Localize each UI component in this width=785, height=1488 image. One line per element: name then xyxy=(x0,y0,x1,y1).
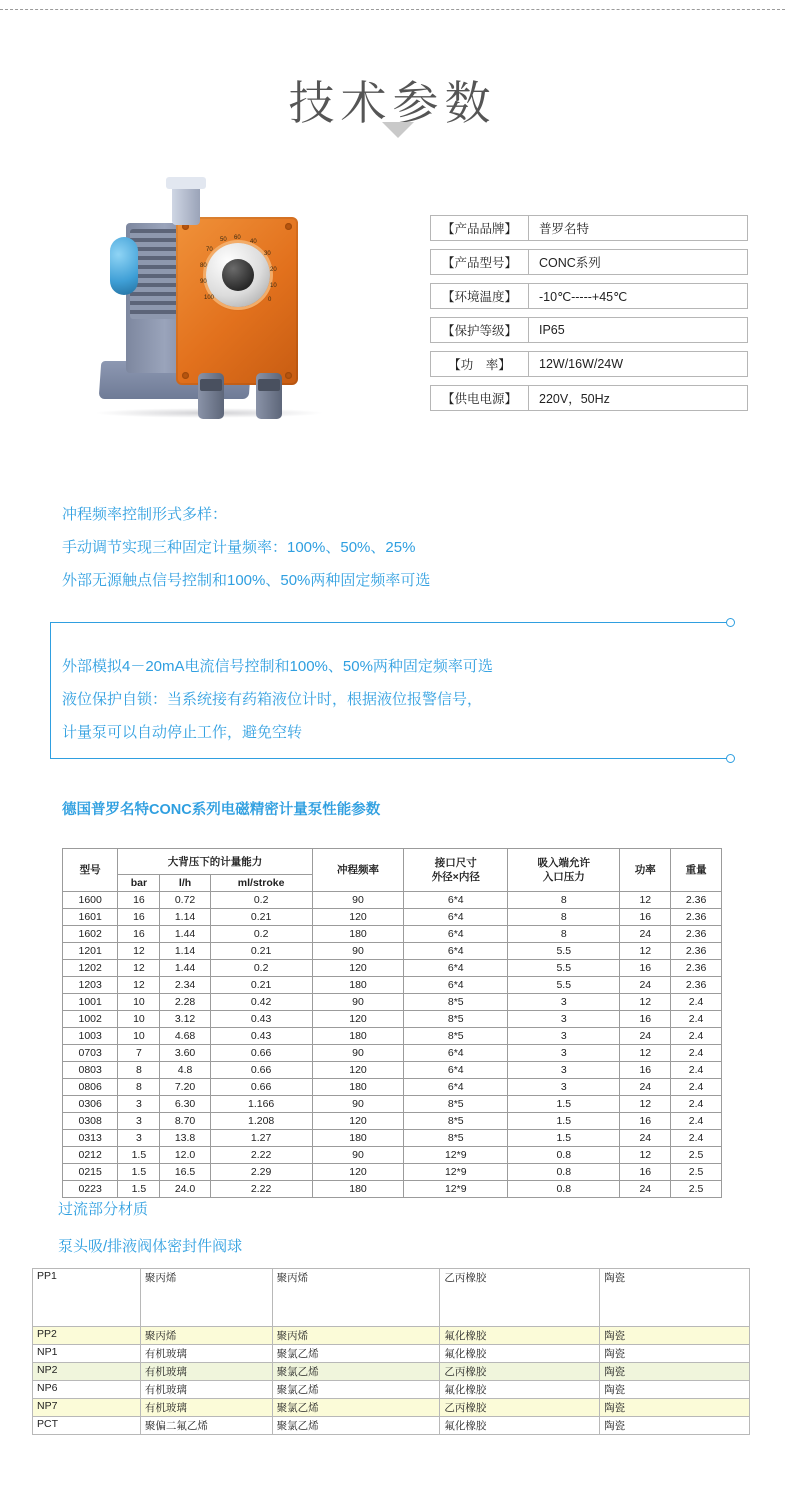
dial-tick-50: 50 xyxy=(220,237,227,243)
dial-tick-20: 20 xyxy=(270,267,277,273)
spec-key-supply: 【供电电源】 xyxy=(431,386,529,410)
cell-seal: 乙丙橡胶 xyxy=(440,1269,600,1327)
cell-weight: 2.5 xyxy=(671,1181,722,1198)
cell-power: 16 xyxy=(620,909,671,926)
cell-port: 8*5 xyxy=(404,1130,508,1147)
cell-seal: 氟化橡胶 xyxy=(440,1327,600,1345)
cell-port: 8*5 xyxy=(404,1028,508,1045)
cell-strokes: 120 xyxy=(312,909,404,926)
cell-model: 1201 xyxy=(63,943,118,960)
cell-lph: 4.8 xyxy=(160,1062,210,1079)
dial-tick-80: 80 xyxy=(200,263,207,269)
cell-lph: 2.34 xyxy=(160,977,210,994)
cell-seal: 乙丙橡胶 xyxy=(440,1363,600,1381)
cell-weight: 2.4 xyxy=(671,1113,722,1130)
cell-model: 0212 xyxy=(63,1147,118,1164)
cell-weight: 2.36 xyxy=(671,909,722,926)
cell-power: 24 xyxy=(620,1130,671,1147)
cell-strokes: 180 xyxy=(312,1079,404,1096)
cell-pump-head: 有机玻璃 xyxy=(140,1363,272,1381)
table-row xyxy=(33,1269,750,1327)
cell-weight: 2.5 xyxy=(671,1147,722,1164)
cell-mlstroke: 0.66 xyxy=(210,1079,312,1096)
perf-header-model: 型号 xyxy=(63,849,118,892)
cell-material-code: PP1 xyxy=(33,1269,141,1327)
cell-suction: 5.5 xyxy=(508,943,620,960)
cell-suction: 5.5 xyxy=(508,977,620,994)
cell-suction: 0.8 xyxy=(508,1164,620,1181)
cell-material-code: PP2 xyxy=(33,1327,141,1345)
table-row xyxy=(63,1096,722,1113)
cell-suction: 3 xyxy=(508,1011,620,1028)
table-row xyxy=(63,1181,722,1198)
cell-mlstroke: 1.27 xyxy=(210,1130,312,1147)
cell-weight: 2.36 xyxy=(671,977,722,994)
feature-block-1 xyxy=(62,498,742,597)
spec-key-protection: 【保护等级】 xyxy=(431,318,529,342)
cell-suction: 1.5 xyxy=(508,1113,620,1130)
dial-tick-0: 0 xyxy=(268,297,272,303)
cell-material-code: NP2 xyxy=(33,1363,141,1381)
table-row xyxy=(63,892,722,909)
spec-row-temperature xyxy=(430,283,748,309)
cell-lph: 7.20 xyxy=(160,1079,210,1096)
cell-mlstroke: 0.21 xyxy=(210,909,312,926)
cell-port: 8*5 xyxy=(404,1113,508,1130)
cell-mlstroke: 2.29 xyxy=(210,1164,312,1181)
cell-model: 1601 xyxy=(63,909,118,926)
table-row xyxy=(33,1327,750,1345)
spec-key-temperature: 【环境温度】 xyxy=(431,284,529,308)
cell-weight: 2.4 xyxy=(671,1011,722,1028)
cell-bar: 16 xyxy=(118,892,160,909)
cell-strokes: 90 xyxy=(312,943,404,960)
table-row xyxy=(33,1417,750,1435)
cell-lph: 1.44 xyxy=(160,960,210,977)
cell-weight: 2.4 xyxy=(671,1062,722,1079)
cell-ball: 陶瓷 xyxy=(600,1417,750,1435)
cell-valve-body: 聚氯乙烯 xyxy=(272,1381,440,1399)
pump-top-cap xyxy=(172,185,200,225)
cell-lph: 1.14 xyxy=(160,943,210,960)
table-row xyxy=(63,926,722,943)
pump-discharge-valve xyxy=(256,373,282,419)
pump-blue-knob xyxy=(110,237,138,295)
cell-ball: 陶瓷 xyxy=(600,1345,750,1363)
cell-weight: 2.4 xyxy=(671,1045,722,1062)
perf-unit-bar: bar xyxy=(118,875,160,892)
cell-model: 1602 xyxy=(63,926,118,943)
cell-strokes: 120 xyxy=(312,1062,404,1079)
spec-value-temperature: -10℃-----+45℃ xyxy=(539,289,628,304)
cell-port: 6*4 xyxy=(404,926,508,943)
cell-mlstroke: 0.2 xyxy=(210,892,312,909)
cell-lph: 12.0 xyxy=(160,1147,210,1164)
cell-ball: 陶瓷 xyxy=(600,1327,750,1345)
dial-tick-40: 40 xyxy=(250,239,257,245)
performance-table-title: 德国普罗名特CONC系列电磁精密计量泵性能参数 xyxy=(62,802,381,818)
cell-mlstroke: 0.66 xyxy=(210,1062,312,1079)
cell-mlstroke: 0.21 xyxy=(210,943,312,960)
spec-row-power xyxy=(430,351,748,377)
cell-pump-head: 有机玻璃 xyxy=(140,1381,272,1399)
spec-key-brand: 【产品品牌】 xyxy=(431,216,529,240)
spec-value-brand: 普罗名特 xyxy=(539,222,590,236)
cell-bar: 10 xyxy=(118,1011,160,1028)
perf-header-power: 功率 xyxy=(620,849,671,892)
cell-port: 12*9 xyxy=(404,1181,508,1198)
cell-mlstroke: 0.66 xyxy=(210,1045,312,1062)
cell-material-code: NP7 xyxy=(33,1399,141,1417)
dial-tick-70: 70 xyxy=(206,247,213,253)
cell-bar: 10 xyxy=(118,994,160,1011)
cell-model: 1203 xyxy=(63,977,118,994)
product-image xyxy=(48,165,398,440)
cell-material-code: NP6 xyxy=(33,1381,141,1399)
cell-mlstroke: 2.22 xyxy=(210,1181,312,1198)
perf-header-port xyxy=(404,849,508,892)
cell-lph: 8.70 xyxy=(160,1113,210,1130)
cell-bar: 12 xyxy=(118,960,160,977)
bracket-dot-bottom-icon xyxy=(726,754,735,763)
cell-power: 12 xyxy=(620,943,671,960)
spec-key-power: 【功 率】 xyxy=(431,352,529,376)
cell-strokes: 120 xyxy=(312,1011,404,1028)
cell-suction: 8 xyxy=(508,926,620,943)
cell-model: 0703 xyxy=(63,1045,118,1062)
cell-power: 24 xyxy=(620,1181,671,1198)
cell-valve-body: 聚氯乙烯 xyxy=(272,1363,440,1381)
cell-strokes: 90 xyxy=(312,1096,404,1113)
cell-lph: 2.28 xyxy=(160,994,210,1011)
cell-port: 6*4 xyxy=(404,909,508,926)
spec-row-protection xyxy=(430,317,748,343)
feature-line-6: 计量泵可以自动停止工作，避免空转 xyxy=(62,724,303,741)
cell-model: 0313 xyxy=(63,1130,118,1147)
cell-material-code: PCT xyxy=(33,1417,141,1435)
cell-suction: 0.8 xyxy=(508,1147,620,1164)
cell-bar: 10 xyxy=(118,1028,160,1045)
cell-strokes: 180 xyxy=(312,1181,404,1198)
cell-mlstroke: 0.43 xyxy=(210,1028,312,1045)
perf-header-port-line2: 外径×内径 xyxy=(431,871,480,883)
perf-header-suction-line2: 入口压力 xyxy=(542,871,585,883)
cell-pump-head: 有机玻璃 xyxy=(140,1345,272,1363)
cell-weight: 2.36 xyxy=(671,960,722,977)
cell-valve-body: 聚氯乙烯 xyxy=(272,1345,440,1363)
cell-port: 12*9 xyxy=(404,1164,508,1181)
cell-ball: 陶瓷 xyxy=(600,1399,750,1417)
cell-bar: 12 xyxy=(118,943,160,960)
table-row xyxy=(63,1147,722,1164)
table-row xyxy=(33,1399,750,1417)
cell-model: 1002 xyxy=(63,1011,118,1028)
feature-line-3: 外部无源触点信号控制和100%、50%两种固定频率可选 xyxy=(62,572,431,589)
cell-model: 1202 xyxy=(63,960,118,977)
cell-suction: 3 xyxy=(508,1045,620,1062)
pump-top-cap-lid xyxy=(166,177,206,189)
cell-power: 16 xyxy=(620,960,671,977)
cell-suction: 1.5 xyxy=(508,1130,620,1147)
dial-tick-90: 90 xyxy=(200,279,207,285)
arrow-down-icon xyxy=(382,122,414,138)
cell-model: 1600 xyxy=(63,892,118,909)
perf-header-suction-line1: 吸入端允许 xyxy=(537,857,591,869)
cell-port: 6*4 xyxy=(404,943,508,960)
cell-mlstroke: 2.22 xyxy=(210,1147,312,1164)
feature-line-2: 手动调节实现三种固定计量频率：100%、50%、25% xyxy=(62,539,416,556)
cell-power: 12 xyxy=(620,1096,671,1113)
dial-tick-60: 60 xyxy=(234,235,241,241)
cell-suction: 1.5 xyxy=(508,1096,620,1113)
cell-weight: 2.4 xyxy=(671,994,722,1011)
cell-port: 8*5 xyxy=(404,1096,508,1113)
cell-lph: 0.72 xyxy=(160,892,210,909)
cell-weight: 2.4 xyxy=(671,1079,722,1096)
cell-ball: 陶瓷 xyxy=(600,1381,750,1399)
perf-header-stroke: 冲程频率 xyxy=(312,849,404,892)
spec-value-power: 12W/16W/24W xyxy=(539,357,624,371)
feature-line-1: 冲程频率控制形式多样： xyxy=(62,506,228,523)
cell-valve-body: 聚氯乙烯 xyxy=(272,1399,440,1417)
cell-power: 16 xyxy=(620,1164,671,1181)
cell-model: 0308 xyxy=(63,1113,118,1130)
cell-valve-body: 聚氯乙烯 xyxy=(272,1417,440,1435)
cell-mlstroke: 0.2 xyxy=(210,960,312,977)
dial-tick-30: 30 xyxy=(264,251,271,257)
spec-key-model: 【产品型号】 xyxy=(431,250,529,274)
cell-port: 6*4 xyxy=(404,1045,508,1062)
cell-lph: 1.44 xyxy=(160,926,210,943)
cell-strokes: 90 xyxy=(312,994,404,1011)
cell-model: 1003 xyxy=(63,1028,118,1045)
cell-power: 16 xyxy=(620,1011,671,1028)
cell-strokes: 120 xyxy=(312,1113,404,1130)
cell-mlstroke: 1.208 xyxy=(210,1113,312,1130)
cell-bar: 8 xyxy=(118,1079,160,1096)
table-row xyxy=(63,1130,722,1147)
pump-suction-valve xyxy=(198,373,224,419)
perf-unit-mlstroke: ml/stroke xyxy=(210,875,312,892)
spec-value-supply: 220V，50Hz xyxy=(539,392,610,406)
cell-pump-head: 聚偏二氟乙烯 xyxy=(140,1417,272,1435)
spec-row-model xyxy=(430,249,748,275)
cell-weight: 2.36 xyxy=(671,943,722,960)
cell-strokes: 90 xyxy=(312,1045,404,1062)
table-row xyxy=(63,1028,722,1045)
cell-power: 24 xyxy=(620,926,671,943)
cell-bar: 12 xyxy=(118,977,160,994)
cell-bar: 8 xyxy=(118,1062,160,1079)
table-row xyxy=(33,1345,750,1363)
material-table xyxy=(32,1268,750,1435)
cell-seal: 乙丙橡胶 xyxy=(440,1399,600,1417)
cell-port: 12*9 xyxy=(404,1147,508,1164)
table-row xyxy=(63,960,722,977)
spec-row-supply xyxy=(430,385,748,411)
spec-row-brand xyxy=(430,215,748,241)
cell-mlstroke: 0.2 xyxy=(210,926,312,943)
material-subsection-title: 泵头吸/排液阀体密封件阀球 xyxy=(58,1238,243,1255)
dial-tick-100: 100 xyxy=(204,295,215,301)
perf-header-weight: 重量 xyxy=(671,849,722,892)
feature-line-4: 外部模拟4－20mA电流信号控制和100%、50%两种固定频率可选 xyxy=(62,658,493,675)
cell-seal: 氟化橡胶 xyxy=(440,1417,600,1435)
cell-weight: 2.36 xyxy=(671,892,722,909)
cell-port: 6*4 xyxy=(404,977,508,994)
cell-weight: 2.5 xyxy=(671,1164,722,1181)
page-title: 技术参数 xyxy=(288,76,497,129)
cell-model: 0306 xyxy=(63,1096,118,1113)
cell-strokes: 120 xyxy=(312,1164,404,1181)
cell-power: 24 xyxy=(620,977,671,994)
top-dashed-divider xyxy=(0,9,785,10)
specification-list xyxy=(430,215,748,419)
dial-tick-10: 10 xyxy=(270,283,277,289)
cell-bar: 16 xyxy=(118,909,160,926)
table-row xyxy=(63,977,722,994)
spec-value-model: CONC系列 xyxy=(539,256,601,270)
cell-suction: 3 xyxy=(508,1028,620,1045)
cell-bar: 1.5 xyxy=(118,1164,160,1181)
cell-lph: 3.60 xyxy=(160,1045,210,1062)
table-row xyxy=(33,1363,750,1381)
cell-bar: 16 xyxy=(118,926,160,943)
cell-power: 12 xyxy=(620,1147,671,1164)
cell-pump-head: 聚丙烯 xyxy=(140,1327,272,1345)
table-row xyxy=(63,994,722,1011)
table-row xyxy=(63,1045,722,1062)
cell-port: 6*4 xyxy=(404,1079,508,1096)
cell-strokes: 180 xyxy=(312,926,404,943)
cell-suction: 0.8 xyxy=(508,1181,620,1198)
table-row xyxy=(63,1062,722,1079)
table-row xyxy=(63,909,722,926)
cell-model: 0803 xyxy=(63,1062,118,1079)
cell-model: 1001 xyxy=(63,994,118,1011)
material-section-title: 过流部分材质 xyxy=(58,1201,149,1218)
cell-lph: 13.8 xyxy=(160,1130,210,1147)
cell-strokes: 90 xyxy=(312,1147,404,1164)
cell-suction: 5.5 xyxy=(508,960,620,977)
cell-bar: 7 xyxy=(118,1045,160,1062)
cell-bar: 3 xyxy=(118,1113,160,1130)
table-row xyxy=(63,1011,722,1028)
table-row xyxy=(63,1113,722,1130)
cell-material-code: NP1 xyxy=(33,1345,141,1363)
cell-mlstroke: 0.42 xyxy=(210,994,312,1011)
cell-lph: 6.30 xyxy=(160,1096,210,1113)
cell-weight: 2.4 xyxy=(671,1130,722,1147)
stroke-dial-knob xyxy=(222,259,254,291)
cell-power: 12 xyxy=(620,994,671,1011)
cell-model: 0223 xyxy=(63,1181,118,1198)
table-row xyxy=(63,943,722,960)
table-row xyxy=(63,1164,722,1181)
cell-mlstroke: 0.21 xyxy=(210,977,312,994)
cell-suction: 8 xyxy=(508,909,620,926)
cell-port: 6*4 xyxy=(404,960,508,977)
cell-lph: 24.0 xyxy=(160,1181,210,1198)
performance-table xyxy=(62,848,722,1198)
cell-power: 16 xyxy=(620,1062,671,1079)
cell-bar: 3 xyxy=(118,1130,160,1147)
cell-model: 0806 xyxy=(63,1079,118,1096)
table-row xyxy=(33,1381,750,1399)
cell-pump-head: 有机玻璃 xyxy=(140,1399,272,1417)
cell-weight: 2.4 xyxy=(671,1028,722,1045)
cell-bar: 3 xyxy=(118,1096,160,1113)
cell-seal: 氟化橡胶 xyxy=(440,1345,600,1363)
cell-lph: 1.14 xyxy=(160,909,210,926)
cell-valve-body: 聚丙烯 xyxy=(272,1269,440,1327)
cell-port: 6*4 xyxy=(404,892,508,909)
cell-strokes: 90 xyxy=(312,892,404,909)
cell-pump-head: 聚丙烯 xyxy=(140,1269,272,1327)
cell-strokes: 180 xyxy=(312,977,404,994)
cell-lph: 16.5 xyxy=(160,1164,210,1181)
feature-block-2 xyxy=(62,650,742,749)
cell-model: 0215 xyxy=(63,1164,118,1181)
cell-power: 12 xyxy=(620,1045,671,1062)
table-row xyxy=(63,1079,722,1096)
cell-suction: 3 xyxy=(508,1079,620,1096)
cell-seal: 氟化橡胶 xyxy=(440,1381,600,1399)
cell-mlstroke: 1.166 xyxy=(210,1096,312,1113)
perf-header-suction xyxy=(508,849,620,892)
perf-unit-lph: l/h xyxy=(160,875,210,892)
bracket-dot-top-icon xyxy=(726,618,735,627)
spec-value-protection: IP65 xyxy=(539,323,565,337)
perf-header-port-line1: 接口尺寸 xyxy=(434,857,477,869)
cell-port: 8*5 xyxy=(404,994,508,1011)
cell-weight: 2.36 xyxy=(671,926,722,943)
cell-mlstroke: 0.43 xyxy=(210,1011,312,1028)
cell-lph: 3.12 xyxy=(160,1011,210,1028)
cell-ball: 陶瓷 xyxy=(600,1269,750,1327)
cell-valve-body: 聚丙烯 xyxy=(272,1327,440,1345)
cell-strokes: 180 xyxy=(312,1130,404,1147)
cell-power: 24 xyxy=(620,1028,671,1045)
feature-line-5: 液位保护自锁：当系统接有药箱液位计时，根据液位报警信号， xyxy=(62,691,483,708)
cell-lph: 4.68 xyxy=(160,1028,210,1045)
cell-ball: 陶瓷 xyxy=(600,1363,750,1381)
cell-bar: 1.5 xyxy=(118,1181,160,1198)
cell-weight: 2.4 xyxy=(671,1096,722,1113)
cell-suction: 3 xyxy=(508,994,620,1011)
cell-power: 16 xyxy=(620,1113,671,1130)
cell-power: 12 xyxy=(620,892,671,909)
cell-strokes: 180 xyxy=(312,1028,404,1045)
cell-port: 8*5 xyxy=(404,1011,508,1028)
cell-bar: 1.5 xyxy=(118,1147,160,1164)
cell-port: 6*4 xyxy=(404,1062,508,1079)
cell-strokes: 120 xyxy=(312,960,404,977)
cell-power: 24 xyxy=(620,1079,671,1096)
cell-suction: 3 xyxy=(508,1062,620,1079)
perf-header-capacity: 大背压下的计量能力 xyxy=(118,849,312,875)
cell-suction: 8 xyxy=(508,892,620,909)
